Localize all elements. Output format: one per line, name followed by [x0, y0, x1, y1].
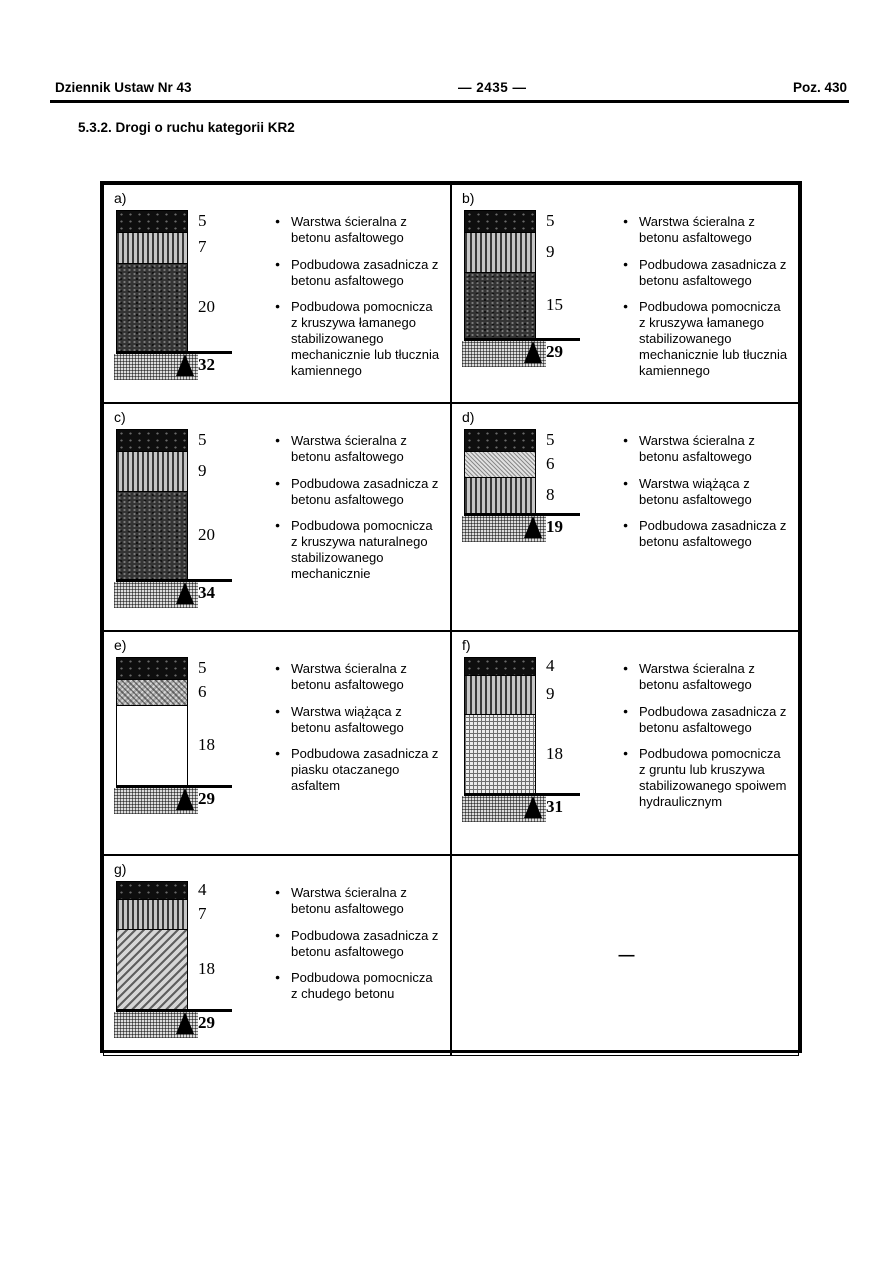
cell-letter-label: a) [114, 190, 127, 206]
cell-body [462, 657, 790, 825]
layer-thickness-value: 15 [546, 294, 563, 314]
total-thickness-value: 31 [546, 797, 563, 817]
layer-asphalt-wearing [117, 658, 187, 680]
layer-thickness-value: 5 [546, 211, 555, 230]
page-header [55, 80, 847, 95]
cell-body [114, 657, 442, 817]
layer-thickness-value: 18 [198, 735, 215, 754]
layer-description-item: ● Warstwa wiążąca z betonu asfaltowego [274, 704, 442, 736]
journal-title: Dziennik Ustaw Nr 43 [55, 80, 192, 95]
layer-description-item: ● Warstwa ścieralna z betonu asfaltowego [622, 214, 790, 246]
table-cell-e [103, 631, 451, 855]
pavement-cross-section-diagram [462, 210, 612, 370]
layer-thickness-value: 7 [198, 904, 207, 923]
layer-description-list [274, 214, 442, 390]
layer-thickness-value: 20 [198, 296, 215, 316]
layer-asphalt-base-stripes [117, 452, 187, 492]
layer-asphalt-base-stripes [465, 478, 535, 513]
total-thickness-value: 29 [198, 1012, 215, 1032]
layer-asphalt-base-stripes [117, 900, 187, 931]
layer-description-item: ● Warstwa ścieralna z betonu asfaltowego [622, 661, 790, 693]
layer-hydraulic-grid [465, 715, 535, 794]
layer-thickness-value: 4 [198, 879, 207, 899]
pavement-cross-section-diagram [114, 429, 264, 611]
layer-thickness-value: 6 [546, 454, 555, 474]
layer-description-item: ● Podbudowa zasadnicza z betonu asfaltowego [622, 257, 790, 289]
total-thickness-value: 34 [198, 582, 215, 602]
layer-aggregate-dark [117, 264, 187, 352]
layer-thickness-value: 9 [546, 241, 555, 261]
table-cell-a [103, 184, 451, 403]
table-cell-b [451, 184, 799, 403]
total-depth-marker-icon [176, 788, 194, 810]
layer-binder-hatch [465, 452, 535, 478]
layer-description-item: ● Podbudowa pomocnicza z kruszywa łamanego stabilizowanego mechanicznie lub tłucznia kamiennego [622, 299, 790, 378]
layer-description-list [622, 661, 790, 821]
total-thickness-value: 29 [546, 341, 563, 361]
layer-description-item: ● Podbudowa pomocnicza z kruszywa łamanego stabilizowanego mechanicznie lub tłucznia kamiennego [274, 299, 442, 378]
layer-thickness-value: 5 [546, 430, 555, 449]
layer-description-list [622, 433, 790, 561]
layer-asphalt-wearing [465, 211, 535, 233]
total-depth-marker-icon [524, 341, 542, 363]
layer-description-list [274, 661, 442, 805]
layer-description-item: ● Warstwa ścieralna z betonu asfaltowego [274, 885, 442, 917]
layer-description-item: ● Podbudowa zasadnicza z betonu asfaltowego [274, 476, 442, 508]
table-cell-h-empty [451, 855, 799, 1056]
pavement-cross-section-diagram [462, 429, 612, 545]
layer-binder-checker [117, 680, 187, 706]
layer-thickness-value: 9 [198, 460, 207, 480]
pavement-cross-section-diagram [114, 881, 264, 1041]
cell-letter-label: d) [462, 409, 475, 425]
layer-thickness-value: 9 [546, 684, 555, 704]
table-cell-d [451, 403, 799, 631]
layer-column [464, 657, 536, 795]
position-number: Poz. 430 [792, 80, 847, 95]
cell-letter-label: f) [462, 637, 471, 653]
layer-thickness-value: 5 [198, 430, 207, 449]
total-depth-marker-icon [176, 354, 194, 376]
layer-column [116, 657, 188, 787]
cell-letter-label: g) [114, 861, 127, 877]
layer-description-item: ● Podbudowa zasadnicza z betonu asfaltowego [274, 257, 442, 289]
layer-description-list [274, 885, 442, 1013]
layer-asphalt-wearing [117, 211, 187, 233]
total-depth-marker-icon [176, 1012, 194, 1034]
layer-thickness-value: 18 [546, 743, 563, 763]
layer-description-list [622, 214, 790, 390]
layer-thickness-value: 6 [198, 682, 207, 702]
total-depth-marker-icon [524, 796, 542, 818]
layer-description-item: ● Warstwa ścieralna z betonu asfaltowego [274, 661, 442, 693]
layer-sand-asphalt-white [117, 706, 187, 785]
layer-asphalt-base-stripes [465, 233, 535, 273]
cell-letter-label: c) [114, 409, 126, 425]
layer-thickness-value: 4 [546, 655, 555, 675]
layer-column [116, 881, 188, 1011]
total-thickness-value: 19 [546, 516, 563, 536]
layer-column [464, 210, 536, 340]
table-cell-g [103, 855, 451, 1056]
layer-column [464, 429, 536, 515]
section-title: 5.3.2. Drogi o ruchu kategorii KR2 [78, 120, 295, 135]
layer-description-item: ● Warstwa ścieralna z betonu asfaltowego [622, 433, 790, 465]
layer-thickness-value: 7 [198, 237, 207, 257]
layer-asphalt-wearing [465, 430, 535, 452]
layer-column [116, 210, 188, 353]
table-cell-f [451, 631, 799, 855]
layer-aggregate-dark [465, 273, 535, 339]
layer-description-item: ● Warstwa ścieralna z betonu asfaltowego [274, 214, 442, 246]
layer-asphalt-base-stripes [117, 233, 187, 264]
layer-description-item: ● Podbudowa pomocnicza z kruszywa naturalnego stabilizowanego mechanicznie [274, 518, 442, 581]
layer-description-item: ● Podbudowa zasadnicza z piasku otaczanego asfaltem [274, 746, 442, 794]
cell-letter-label: e) [114, 637, 127, 653]
layer-asphalt-base-stripes [465, 676, 535, 716]
layer-description-item: ● Warstwa ścieralna z betonu asfaltowego [274, 433, 442, 465]
layer-thickness-value: 20 [198, 524, 215, 544]
cell-body [462, 429, 790, 561]
layer-description-item: ● Warstwa wiążąca z betonu asfaltowego [622, 476, 790, 508]
layer-description-item: ● Podbudowa pomocnicza z gruntu lub kruszywa stabilizowanego spoiwem hydraulicznym [622, 746, 790, 809]
total-depth-marker-icon [176, 582, 194, 604]
table-cell-c [103, 403, 451, 631]
layer-description-item: ● Podbudowa pomocnicza z chudego betonu [274, 970, 442, 1002]
cell-body [114, 429, 442, 611]
pavement-cross-section-diagram [462, 657, 612, 825]
cell-letter-label: b) [462, 190, 475, 206]
total-thickness-value: 32 [198, 354, 215, 374]
layer-description-item: ● Podbudowa zasadnicza z betonu asfaltowego [622, 518, 790, 550]
layer-asphalt-wearing [117, 430, 187, 452]
layer-thickness-value: 8 [546, 485, 555, 504]
layer-asphalt-wearing [465, 658, 535, 676]
total-depth-marker-icon [524, 516, 542, 538]
layer-description-list [274, 433, 442, 593]
layer-aggregate-dark [117, 492, 187, 580]
cell-body [114, 210, 442, 390]
layer-thickness-value: 5 [198, 658, 207, 677]
header-divider [50, 100, 849, 103]
total-thickness-value: 29 [198, 788, 215, 808]
pavement-cross-section-diagram [114, 210, 264, 383]
cell-body [114, 881, 442, 1041]
pavement-cross-section-diagram [114, 657, 264, 817]
cell-body [462, 210, 790, 390]
layer-description-item: ● Podbudowa zasadnicza z betonu asfaltowego [622, 704, 790, 736]
layer-description-item: ● Podbudowa zasadnicza z betonu asfaltowego [274, 928, 442, 960]
page-number: — 2435 — [457, 80, 527, 95]
layer-column [116, 429, 188, 581]
pavement-structures-table [100, 181, 802, 1053]
layer-thickness-value: 5 [198, 211, 207, 230]
layer-thickness-value: 18 [198, 959, 215, 978]
empty-cell-dash: — [618, 947, 634, 964]
layer-lean-concrete-diagonal [117, 930, 187, 1009]
layer-asphalt-wearing [117, 882, 187, 900]
